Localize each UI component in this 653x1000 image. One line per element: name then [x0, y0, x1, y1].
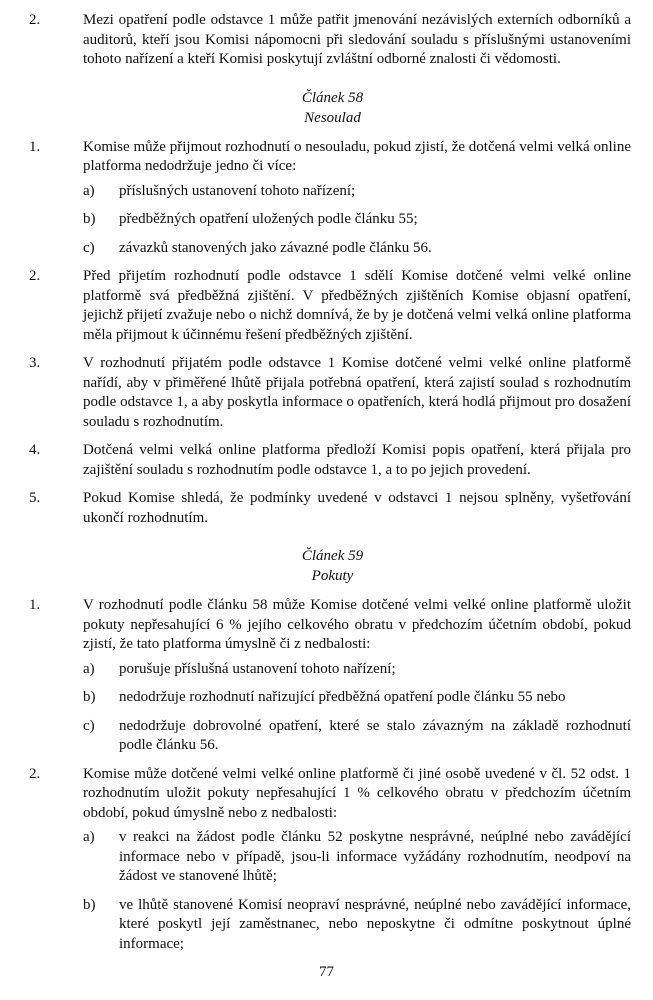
list-item	[83, 239, 631, 259]
paragraph-number: 4.	[29, 442, 41, 458]
article-title: Článek 59	[301, 548, 364, 564]
article-title: Článek 58	[301, 89, 364, 106]
list-item-letter: b)	[83, 211, 96, 227]
art59-paragraph-2	[29, 765, 631, 955]
paragraph-text: V rozhodnutí podle článku 58 může Komise dotčené velmi velké online platformě uložit pokuty nepřesahující 6 % jejího celkového obratu v předchozím účetním období, pokud zjistí, že tato platforma úmyslně či z nedbalosti:	[83, 597, 631, 652]
list-item-text: porušuje příslušná ustanovení tohoto nařízení;	[119, 660, 396, 677]
list-item-text: nedodržuje rozhodnutí nařizující předběžná opatření podle článku 55 nebo	[119, 689, 566, 705]
list-item	[83, 717, 631, 756]
list-item-text: předběžných opatření uložených podle článku 55;	[119, 211, 418, 227]
paragraph-number: 1.	[29, 597, 41, 613]
list-item-letter: c)	[83, 239, 95, 256]
list-item-letter: a)	[83, 182, 95, 199]
paragraph-number: 2.	[29, 12, 41, 28]
art58-paragraph-4	[29, 441, 631, 480]
paragraph-number: 2.	[29, 268, 41, 284]
paragraph-intro-2	[29, 11, 631, 70]
paragraph-text: Komise může dotčené velmi velké online platformě či jiné osobě uvedené v čl. 52 odst. 1 rozhodnutím uložit pokuty nepřesahující 1 % celkového obratu v předchozím účetním období, pokud úmyslně nebo z nedbalosti:	[83, 765, 631, 821]
art58-paragraph-3	[29, 354, 631, 432]
art58-paragraph-5	[29, 489, 631, 528]
paragraph-text: V rozhodnutí přijatém podle odstavce 1 Komise dotčené velmi velké online platformě nařídí, aby v přiměřené lhůtě přijala potřebná opatření, která zajistí soulad s rozhodnutím podle odstavce 1, a aby poskytla informace o opatřeních, která hodlá přijmout pro dosažení souladu s rozhodnutím.	[83, 355, 631, 430]
paragraph-text: Dotčená velmi velká online platforma předloží Komisi popis opatření, která přijala pro zajištění souladu s rozhodnutím podle odstavce 1, a to po jejich provedení.	[83, 442, 631, 478]
paragraph-text: Pokud Komise shledá, že podmínky uvedené v odstavci 1 nejsou splněny, vyšetřování ukončí rozhodnutím.	[83, 490, 631, 526]
list-item-letter: b)	[83, 689, 96, 705]
article-subtitle: Nesoulad	[304, 109, 361, 126]
list-item-text: v reakci na žádost podle článku 52 poskytne nesprávné, neúplné nebo zavádějící informace nebo v případě, jsou-li informace vyžádány rozhodnutím, neodpoví na žádost ve stanovené lhůtě;	[119, 829, 631, 884]
art58-paragraph-1	[29, 138, 631, 259]
list-item-text: ve lhůtě stanovené Komisí neopraví nesprávné, neúplné nebo zavádějící informace, které poskytl její zaměstnanec, nebo neposkytne či odmítne poskytnout úplné informace;	[119, 896, 631, 952]
sub-item-list	[83, 660, 631, 756]
list-item	[83, 828, 631, 887]
page-number: 77	[319, 964, 334, 980]
article-59-heading	[29, 546, 631, 586]
list-item	[83, 660, 631, 680]
article-subtitle: Pokuty	[311, 568, 354, 584]
art59-paragraph-1	[29, 596, 631, 756]
paragraph-number: 2.	[29, 765, 41, 782]
paragraph-number: 5.	[29, 490, 41, 506]
paragraph-text: Komise může přijmout rozhodnutí o nesouladu, pokud zjistí, že dotčená velmi velká online platforma nedodržuje jedno či více:	[83, 138, 631, 174]
list-item-text: nedodržuje dobrovolné opatření, které se stalo závazným na základě rozhodnutí podle článku 56.	[119, 717, 631, 753]
list-item-letter: c)	[83, 717, 95, 734]
list-item-letter: a)	[83, 829, 95, 845]
list-item-text: příslušných ustanovení tohoto nařízení;	[119, 182, 356, 199]
sub-item-list	[83, 182, 631, 259]
art58-paragraph-2	[29, 267, 631, 345]
article-58-heading	[29, 88, 631, 128]
list-item-letter: a)	[83, 660, 95, 677]
sub-item-list	[83, 828, 631, 954]
list-item	[83, 688, 631, 708]
paragraph-text: Před přijetím rozhodnutí podle odstavce 1 sdělí Komise dotčené velmi velké online platformě svá předběžná zjištění. V předběžných zjištěních Komise objasní opatření, jejichž přijetí zvažuje nebo o nichž domnívá, že by je dotčená velmi velká online platforma měla přijmout k účinnému řešení předběžných zjištění.	[83, 268, 631, 343]
list-item	[83, 896, 631, 955]
paragraph-text: Mezi opatření podle odstavce 1 může patřit jmenování nezávislých externích odborníků a auditorů, kteří jsou Komisi nápomocni při sledování souladu s příslušnými ustanoveními tohoto nařízení a kteří Komisi poskytují zvláštní odborné znalosti či vědomosti.	[83, 12, 631, 67]
list-item-letter: b)	[83, 896, 96, 913]
paragraph-number: 3.	[29, 355, 41, 371]
paragraph-number: 1.	[29, 138, 41, 155]
list-item	[83, 182, 631, 202]
list-item-text: závazků stanovených jako závazné podle článku 56.	[119, 239, 432, 256]
list-item	[83, 210, 631, 230]
